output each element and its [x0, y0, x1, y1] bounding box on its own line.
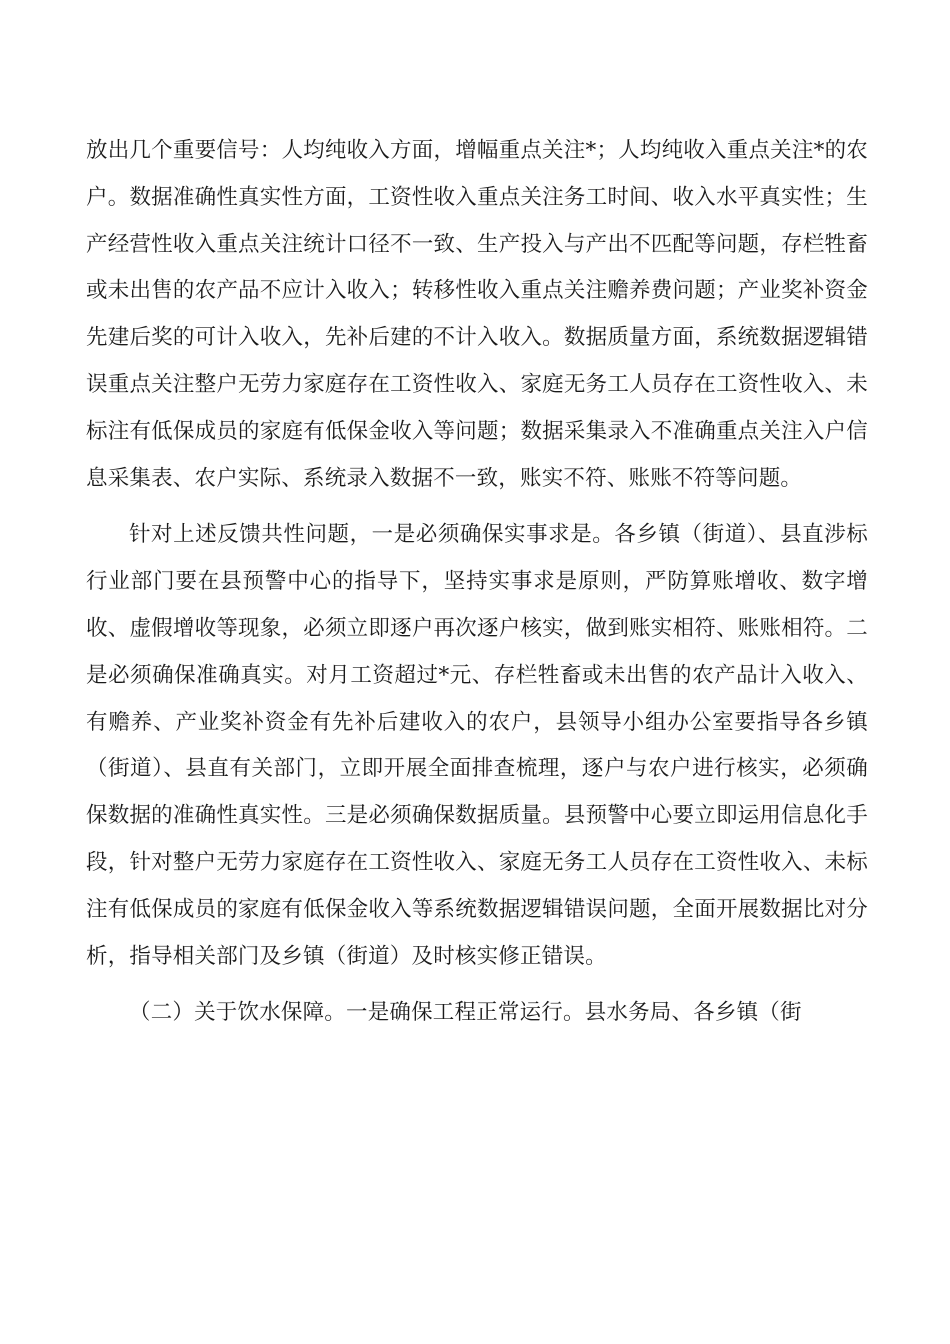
- document-page: [86, 128, 868, 1037]
- paragraph-income-signals: 放出几个重要信号：人均纯收入方面，增幅重点关注*；人均纯收入重点关注*的农户。数据准确性真实性方面，工资性收入重点关注务工时间、收入水平真实性；生产经营性收入重点关注统计口径不一致、生产投入与产出不匹配等问题，存栏牲畜或未出售的农产品不应计入收入；转移性收入重点关注赡养费问题；产业奖补资金先建后奖的可计入收入，先补后建的不计入收入。数据质量方面，系统数据逻辑错误重点关注整户无劳力家庭存在工资性收入、家庭无务工人员存在工资性收入、未标注有低保成员的家庭有低保金收入等问题；数据采集录入不准确重点关注入户信息采集表、农户实际、系统录入数据不一致，账实不符、账账不符等问题。: [86, 138, 868, 491]
- paragraph-drinking-water: （二）关于饮水保障。一是确保工程正常运行。县水务局、各乡镇（街: [129, 1000, 802, 1026]
- paragraph-common-issues: 针对上述反馈共性问题，一是必须确保实事求是。各乡镇（街道）、县直涉标行业部门要在县预警中心的指导下，坚持实事求是原则，严防算账增收、数字增收、虚假增收等现象，必须立即逐户再次逐户核实，做到账实相符、账账相符。二是必须确保准确真实。对月工资超过*元、存栏牲畜或未出售的农产品计入收入、有赡养、产业奖补资金有先补后建收入的农户，县领导小组办公室要指导各乡镇（街道）、县直有关部门，立即开展全面排查梳理，逐户与农户进行核实，必须确保数据的准确性真实性。三是必须确保数据质量。县预警中心要立即运用信息化手段，针对整户无劳力家庭存在工资性收入、家庭无务工人员存在工资性收入、未标注有低保成员的家庭有低保金收入等系统数据逻辑错误问题，全面开展数据比对分析，指导相关部门及乡镇（街道）及时核实修正错误。: [86, 522, 868, 969]
